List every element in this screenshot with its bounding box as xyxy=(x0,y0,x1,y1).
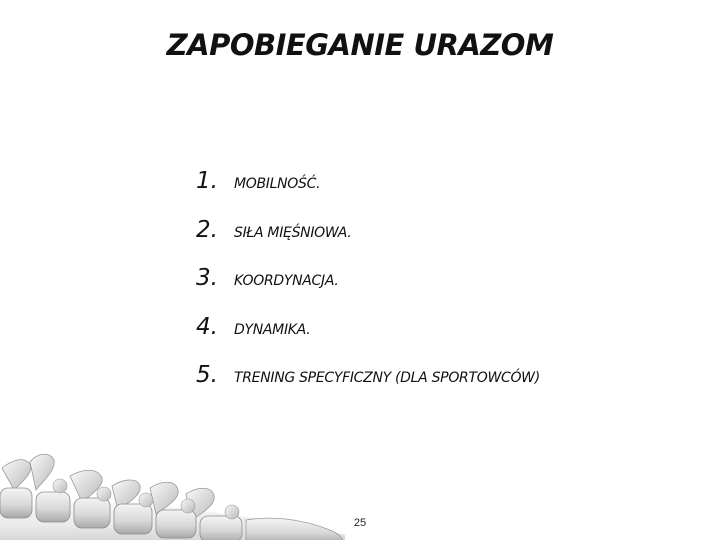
spine-illustration-icon xyxy=(0,420,360,540)
list-item-number: 1. xyxy=(196,168,218,194)
numbered-list xyxy=(196,168,540,411)
list-item-label: KOORDYNACJA. xyxy=(234,273,339,289)
list-item-number: 5. xyxy=(196,362,218,388)
list-item xyxy=(196,168,540,217)
list-item-number: 2. xyxy=(196,216,218,243)
list-item xyxy=(196,362,540,411)
list-item-label: TRENING SPECYFICZNY (DLA SPORTOWCÓW) xyxy=(234,370,540,386)
list-item-label: SIŁA MIĘŚNIOWA. xyxy=(234,224,352,241)
list-item xyxy=(196,217,540,266)
list-item-number: 4. xyxy=(196,313,218,340)
page-number: 25 xyxy=(353,517,367,529)
list-item xyxy=(196,314,540,363)
slide-title: ZAPOBIEGANIE URAZOM xyxy=(166,28,554,62)
list-item-label: DYNAMIKA. xyxy=(234,321,311,338)
list-item-number: 3. xyxy=(196,265,218,291)
list-item xyxy=(196,265,540,314)
list-item-label: MOBILNOŚĆ. xyxy=(234,176,321,192)
